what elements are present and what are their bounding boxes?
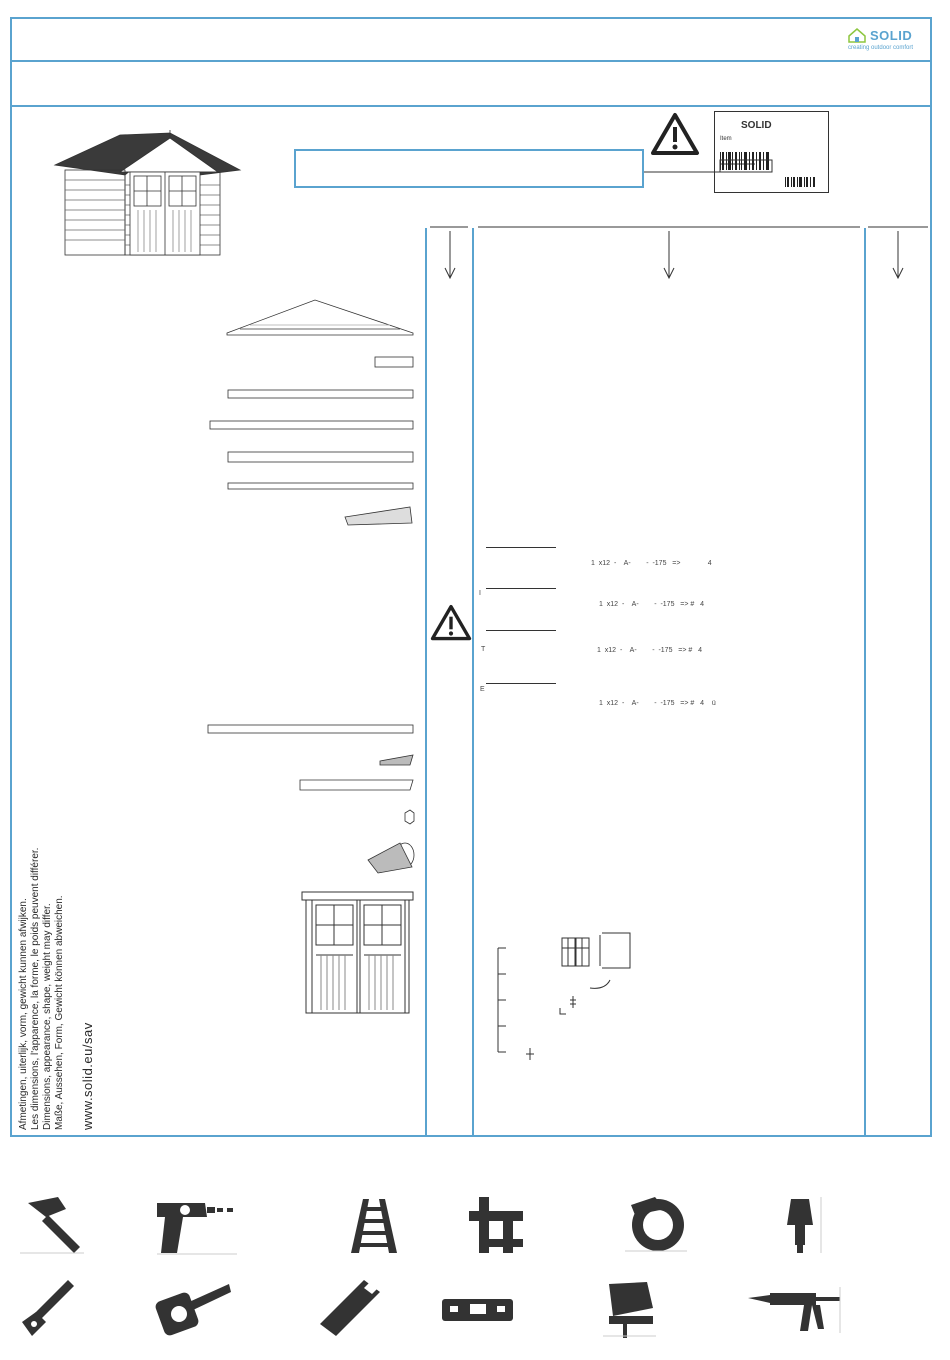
rule-3 bbox=[486, 630, 556, 631]
instruction-line-2: 1 x12 - A- - -175 => # 4 bbox=[599, 601, 705, 608]
rule-2 bbox=[486, 588, 556, 589]
drill-icon bbox=[155, 1195, 240, 1255]
instruction-line-1: 1 x12 - A- - -175 => 4 bbox=[591, 560, 712, 567]
disclaimer-text bbox=[18, 848, 66, 1130]
disclaimer-nl: Afmetingen, uiterlijk, vorm, gewicht kunnen afwijken. bbox=[18, 898, 29, 1130]
rule-4 bbox=[486, 683, 556, 684]
jigsaw-icon bbox=[603, 1278, 658, 1340]
disclaimer-de: Maße, Aussehen, Form, Gewicht können abweichen. bbox=[54, 895, 65, 1130]
warning-icon bbox=[650, 112, 700, 157]
instruction-line-3: 1 x12 - A- - -175 => # 4 bbox=[597, 647, 703, 654]
sticker-brand: SOLID bbox=[741, 120, 772, 131]
column-divider-3 bbox=[864, 228, 866, 1137]
rule-1 bbox=[486, 547, 556, 548]
hammer-icon bbox=[18, 1195, 86, 1255]
caulk-gun-icon bbox=[748, 1283, 843, 1335]
ladder-icon bbox=[345, 1195, 405, 1255]
brand-logo bbox=[848, 28, 926, 54]
warning-icon-2 bbox=[430, 603, 472, 643]
brand-name: SOLID bbox=[870, 28, 913, 43]
column-divider-1 bbox=[425, 228, 427, 1137]
house-logo-icon bbox=[848, 28, 866, 43]
instruction-prefix-2: I bbox=[479, 590, 481, 597]
barcode-small-icon bbox=[785, 177, 817, 187]
circular-saw-icon bbox=[625, 1193, 690, 1255]
disclaimer-fr: Les dimensions, l'apparence, la forme, le poids peuvent différer. bbox=[30, 847, 41, 1130]
handsaw-icon bbox=[18, 1278, 76, 1338]
product-sticker bbox=[714, 111, 829, 193]
spirit-level-icon bbox=[440, 1295, 515, 1325]
square-icon bbox=[467, 1195, 527, 1255]
sticker-item-label: Item bbox=[720, 136, 732, 142]
highlight-box bbox=[294, 149, 644, 188]
brand-tagline: creating outdoor comfort bbox=[848, 45, 914, 51]
instruction-prefix-4: E bbox=[480, 686, 485, 693]
parts-drawings bbox=[200, 295, 425, 875]
hole-saw-icon bbox=[775, 1195, 825, 1255]
assembly-diagram bbox=[490, 930, 640, 1065]
door-drawing bbox=[300, 890, 415, 1015]
header-divider-2 bbox=[10, 105, 932, 107]
column-divider-2 bbox=[472, 228, 474, 1137]
utility-knife-icon bbox=[318, 1278, 383, 1338]
column-arrows bbox=[0, 220, 950, 285]
tape-measure-icon bbox=[155, 1278, 235, 1338]
header-divider-1 bbox=[10, 60, 932, 62]
disclaimer-en: Dimensions, appearance, shape, weight may differ. bbox=[42, 903, 53, 1130]
instruction-prefix-3: T bbox=[481, 646, 486, 653]
support-url: www.solid.eu/sav bbox=[80, 1022, 95, 1130]
barcode-icon bbox=[719, 150, 774, 175]
instruction-line-4: 1 x12 - A- - -175 => # 4 ü bbox=[599, 700, 716, 707]
